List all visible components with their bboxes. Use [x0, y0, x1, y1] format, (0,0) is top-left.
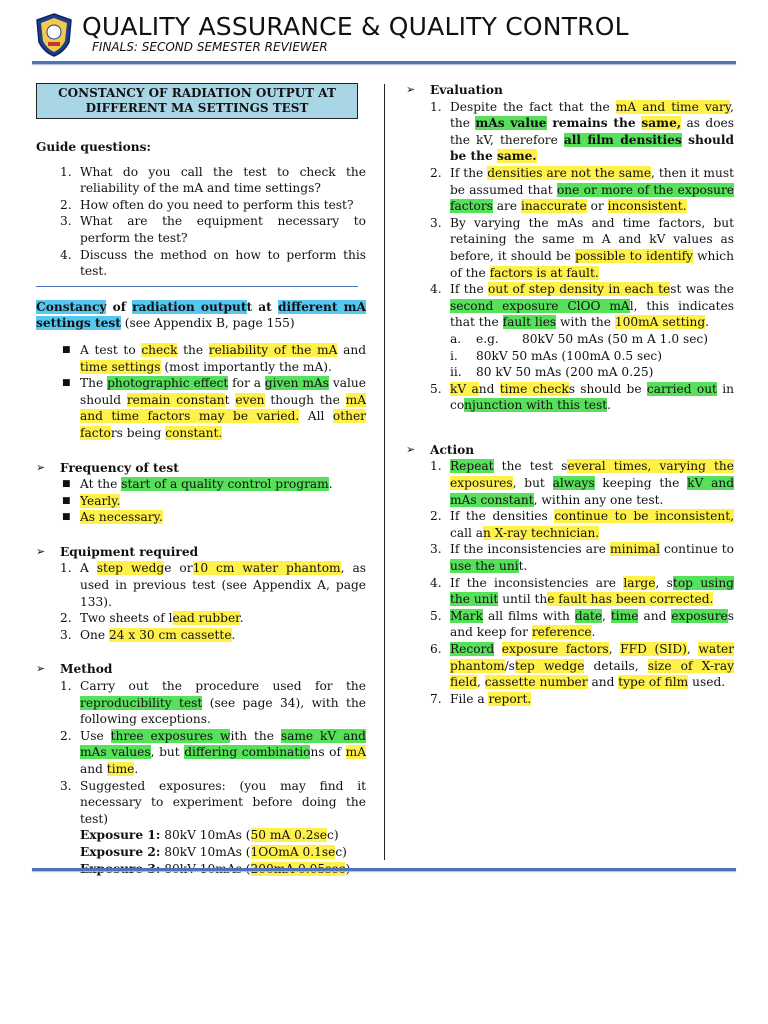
list-item: 7. File a report. [430, 691, 532, 706]
highlight: same, [641, 116, 682, 131]
heading-text: Equipment required [60, 544, 199, 559]
highlight: tep wedge [514, 658, 585, 673]
text: , as used in previous test (see Appendix A, page 133). [80, 561, 366, 609]
text: c) [327, 828, 339, 843]
document-title: QUALITY ASSURANCE & QUALITY CONTROL [82, 12, 629, 41]
intro-text: of [106, 299, 133, 314]
text: , but [512, 476, 553, 491]
test-title-line-2: DIFFERENT MA SETTINGS TEST [85, 101, 309, 115]
text: s should be [568, 381, 647, 396]
list-item: 4. If the out of step density in each test was the second exposure ClOO mAl, this indicates that the fault lies with the 100mA setting. [430, 282, 734, 330]
text: , then it must be assumed that [450, 165, 734, 197]
list-item: 4. Discuss the method on how to perform this test. [60, 247, 366, 279]
guide-q3: What are the equipment necessary to perform the test? [80, 214, 366, 245]
highlight: kV and mAs constant [450, 476, 734, 507]
highlight: same. [497, 149, 537, 164]
highlight: size of X-ray field [450, 658, 734, 690]
guide-questions [36, 164, 366, 280]
highlight: remain constan [126, 392, 225, 407]
text: (most importantly the mA). [160, 359, 332, 374]
text: st was the [670, 282, 734, 297]
exposure-row [80, 844, 366, 861]
section-divider [36, 286, 358, 287]
text: At the [80, 477, 122, 492]
left-column [36, 82, 366, 877]
text: Two sheets of l [80, 611, 173, 626]
highlight: 24 x 30 cm cassette [108, 627, 232, 642]
text: should be the [450, 132, 734, 164]
text: , [686, 642, 699, 656]
text: By varying the mAs and time factors, but retaining the same m A and kV values as before, it should be [450, 215, 734, 263]
text: ith the [230, 728, 281, 743]
highlight: n X-ray technician. [483, 525, 600, 540]
highlight: Repeat [450, 459, 494, 474]
intro-text: t at [246, 299, 278, 314]
list-item [406, 331, 734, 348]
highlight: three exposures w [110, 728, 231, 743]
list-item: 3. One 24 x 30 cm cassette. [60, 627, 236, 642]
right-column [406, 82, 734, 707]
highlight: step wedg [96, 561, 165, 576]
highlight: time [610, 608, 639, 623]
text: Use [80, 728, 111, 743]
text: and [337, 342, 366, 357]
frequency-heading: ➢ Frequency of test [36, 460, 179, 475]
highlight: report. [488, 691, 532, 706]
text: and [587, 675, 619, 690]
text: value should [80, 376, 366, 407]
list-item: 1. A step wedge or10 cm water phantom, as used in previous test (see Appendix A, page 133). [60, 561, 366, 609]
exposure-row [80, 827, 366, 844]
highlight: even [235, 392, 265, 407]
text: c) [335, 844, 347, 859]
text: , s [655, 575, 673, 590]
guide-q2: How often do you need to perform this test? [80, 197, 354, 212]
highlight: use the uni [450, 559, 519, 574]
marker: ii. [450, 365, 462, 380]
text: , [608, 642, 621, 656]
equipment-list [36, 560, 366, 643]
highlight: ead rubber [172, 611, 240, 626]
highlight: all film densities [563, 132, 682, 147]
highlight: photographic effect [107, 376, 229, 391]
list-item: 2. Two sheets of lead rubber. [60, 611, 244, 626]
text: If the inconsistencies are [450, 542, 611, 557]
term-constancy: Constancy [36, 299, 107, 314]
guide-heading: Guide questions: [36, 140, 152, 154]
list-item: 1. Despite the fact that the mA and time vary, the mAs value remains the same, as does the kV, therefore all film densities should be the same. [430, 99, 734, 164]
heading-text: Frequency of test [60, 460, 179, 475]
marker: a. [450, 331, 462, 346]
action-heading: ➢ Action [406, 442, 475, 457]
highlight: 50 mA 0.2se [250, 828, 327, 843]
highlight: constant. [165, 425, 223, 440]
equipment-heading: ➢ Equipment required [36, 544, 199, 559]
text: , [477, 675, 485, 690]
text: If the inconsistencies are [450, 575, 624, 590]
highlight: inaccurate [520, 199, 587, 214]
text: , the [450, 99, 734, 131]
highlight: kV a [450, 381, 479, 396]
text: 80 kV 50 mAs (200 mA 0.25) [476, 365, 654, 380]
highlight: possible to identify [575, 248, 693, 263]
text: with the [556, 315, 615, 330]
term-ma-settings-test: different mA settings test [36, 299, 367, 331]
highlight: mA and time vary [615, 99, 731, 114]
highlight: densities are not the same [487, 165, 652, 180]
highlight: water phantom [450, 642, 735, 673]
text: and [80, 762, 107, 776]
text: though the [264, 392, 346, 407]
heading-text: Method [60, 662, 113, 677]
highlight: Mark [450, 608, 483, 623]
list-item: 3. Suggested exposures: (you may find it necessary to experiment before doing the test) [60, 778, 366, 826]
text: Despite the fact that the [450, 99, 616, 114]
highlight: everal times, [567, 459, 660, 474]
highlight: start of a quality control program [121, 477, 329, 492]
test-title-box [36, 83, 358, 119]
text: (see page 34), with the following exceptions. [80, 695, 367, 727]
highlight: out of step density in each te [488, 282, 671, 297]
highlight: 100mA setting [614, 315, 706, 330]
list-item: ■ A test to check the reliability of the mA and time settings (most importantly the mA). [62, 342, 366, 374]
text: as does the kV, therefore [450, 116, 734, 147]
text: details, [584, 658, 648, 673]
text: until th [498, 592, 548, 607]
highlight: reproducibility test [80, 695, 203, 710]
text: . [239, 611, 244, 626]
text: rs being [110, 425, 166, 440]
text: remains the [546, 116, 642, 131]
highlight: mA and time factors may be varied. [80, 392, 366, 424]
exposure-label: Exposure 1: [80, 828, 161, 843]
highlight: 10 cm water phantom [192, 561, 341, 576]
list-item [406, 364, 734, 381]
text: If the [450, 165, 488, 180]
list-item: ■ The photographic effect for a given mAs value should remain constant even though the mA and time factors may be varied. All other factors being constant. [62, 376, 366, 440]
text: . [705, 315, 710, 330]
text: , but [150, 745, 185, 760]
highlight: varying the exposures [450, 459, 734, 491]
text: which of the [450, 248, 734, 280]
text: , within any one test. [533, 492, 664, 507]
text: Carry out the procedure used for the [80, 679, 366, 694]
text: If the densities [450, 509, 555, 524]
highlight: inconsistent. [607, 199, 687, 214]
heading-text: Evaluation [430, 83, 503, 97]
text: 80kV 10mAs ( [160, 828, 251, 843]
evaluation-examples [406, 331, 734, 381]
list-item: 2. If the densities continue to be inconsistent, call an X-ray technician. [430, 509, 734, 540]
text: Suggested exposures: (you may find it necessary to experiment before doing the test) [80, 778, 366, 826]
text: are [492, 199, 521, 214]
highlight: same kV and mAs values [80, 728, 366, 760]
highlight: Yearly. [80, 493, 121, 508]
highlight: Record [450, 642, 495, 656]
list-item: 2. Use three exposures with the same kV and mAs values, but differing combinations of mA and time. [60, 728, 366, 776]
exposure-label: Exposure 2: [80, 844, 161, 859]
highlight: exposure [671, 608, 728, 623]
highlight: reliability of the mA [208, 342, 338, 357]
list-item: 5. kV and time checks should be carried out in conjunction with this test. [430, 381, 734, 413]
list-item: ■ At the start of a quality control program. [62, 477, 333, 492]
text: ns of [310, 745, 346, 760]
highlight: reference [531, 625, 592, 640]
list-item: 6. Record exposure factors, FFD (SID), water phantom/step wedge details, size of X-ray field, cassette number and type of film used. [430, 642, 735, 690]
school-seal-logo [34, 12, 74, 58]
highlight: type of film [618, 675, 689, 690]
definition-bullets [36, 342, 366, 442]
highlight: fault lies [502, 315, 557, 330]
guide-q1: What do you call the test to check the reliability of the mA and time settings? [80, 164, 366, 196]
highlight: mA [345, 745, 366, 760]
test-title-line-1: CONSTANCY OF RADIATION OUTPUT AT [58, 86, 336, 100]
text: all films [482, 608, 538, 623]
highlight: carried out [646, 381, 717, 396]
text: All [299, 409, 333, 424]
intro-paragraph [36, 299, 366, 332]
highlight: second exposure ClOO mA [450, 298, 630, 313]
list-item: 3. What are the equipment necessary to perform the test? [60, 214, 366, 245]
text: File a [450, 691, 489, 706]
text: nd [478, 381, 500, 396]
evaluation-list [406, 99, 734, 331]
list-item: 1. Repeat the test several times, varying the exposures, but always keeping the kV and mAs constant, within any one test. [430, 459, 734, 507]
text: . [591, 625, 596, 640]
action-list [406, 458, 734, 707]
list-item: 1. Carry out the procedure used for the reproducibility test (see page 34), with the following exceptions. [60, 679, 367, 727]
method-heading: ➢ Method [36, 662, 113, 677]
list-item: 3. If the inconsistencies are minimal continue to use the unit. [430, 542, 735, 574]
text: e.g. 80kV 50 mAs (50 m A 1.0 sec) [476, 331, 708, 346]
text: or [586, 199, 608, 214]
text: . [607, 398, 612, 413]
highlight: time [106, 762, 135, 776]
highlight: given mAs [264, 376, 329, 391]
method-list [36, 678, 366, 827]
highlight: date [574, 608, 603, 623]
list-item: 2. If the densities are not the same, then it must be assumed that one or more of the exposure factors are inaccurate or inconsistent. [430, 165, 734, 214]
term-radiation-output: radiation output [132, 299, 247, 314]
text: , [602, 608, 611, 623]
list-item: 3. By varying the mAs and time factors, but retaining the same m A and kV values as before, it should be possible to identify which of the factors is at fault. [430, 215, 734, 280]
highlight: time check [499, 381, 569, 396]
text: If the [450, 282, 489, 297]
text: s a [450, 608, 734, 640]
highlight: FFD (SID) [620, 642, 687, 656]
list-item: 4. If the inconsistencies are large, stop using the unit until the fault has been corrected. [430, 575, 734, 607]
text: . [328, 477, 333, 492]
text: the test s [493, 459, 568, 474]
text: . [134, 762, 139, 776]
text [494, 642, 502, 656]
text: keeping the [594, 476, 688, 491]
text: e or [164, 561, 193, 576]
highlight: one or more of the exposure factors [450, 182, 734, 214]
text: 80kV 50 mAs (100mA 0.5 sec) [476, 348, 662, 363]
text: /s [504, 658, 515, 673]
highlight: e fault has been corrected. [547, 592, 714, 607]
highlight: top using the unit [450, 575, 734, 607]
heading-text: Action [430, 442, 475, 457]
text: and [638, 608, 672, 623]
list-item [406, 348, 734, 365]
document-subtitle: FINALS: SECOND SEMESTER REVIEWER [92, 40, 328, 54]
list-item: ■ Yearly. [62, 493, 121, 508]
highlight: other facto [80, 409, 366, 440]
highlight: check [141, 342, 178, 357]
text: t [224, 392, 236, 407]
text: nd keep for [457, 625, 532, 640]
highlight: time settings [80, 359, 161, 374]
frequency-list [36, 476, 366, 526]
list-item: ■ As necessary. [62, 510, 163, 525]
highlight: As necessary. [80, 510, 163, 525]
text: A test to [80, 342, 142, 357]
highlight: differing combinatio [184, 745, 311, 760]
highlight: 1OOmA 0.1se [250, 844, 336, 859]
intro-text: (see Appendix B, page 155) [120, 316, 295, 331]
column-divider [384, 84, 385, 860]
text: . [231, 627, 236, 642]
header-divider [32, 61, 736, 64]
text: used. [688, 675, 726, 690]
highlight: minimal [610, 542, 660, 557]
text: One [80, 627, 109, 642]
marker: i. [450, 348, 458, 363]
text: l, this indicates that the [450, 298, 734, 330]
list-item: 1. What do you call the test to check the reliability of the mA and time settings? [60, 164, 366, 196]
text: A [80, 561, 97, 576]
evaluation-heading: ➢ Evaluation [406, 83, 503, 97]
text: the [177, 342, 209, 357]
highlight: always [552, 476, 595, 491]
highlight: njunction with this test [464, 398, 608, 413]
list-item: 5. Mark all films with date, time and exposures and keep for reference. [430, 608, 734, 640]
highlight: mAs value [475, 116, 547, 131]
footer-divider [32, 868, 736, 871]
text: with [537, 608, 575, 623]
text: t. [518, 559, 528, 574]
text: in co [450, 381, 734, 413]
highlight: large [623, 575, 656, 590]
guide-q4: Discuss the method on how to perform this test. [80, 247, 366, 279]
highlight: factors is at fault. [489, 265, 599, 280]
text: The [80, 376, 108, 391]
evaluation-list-cont [406, 381, 734, 414]
text: for a [228, 376, 265, 391]
list-item: 2. How often do you need to perform this test? [60, 197, 354, 212]
highlight: continue to be inconsistent, [554, 509, 734, 524]
text: call a [450, 525, 484, 540]
text: 80kV 10mAs ( [160, 844, 251, 859]
highlight: cassette number [484, 675, 588, 690]
highlight: exposure factors [501, 642, 609, 656]
text: continue to [659, 542, 735, 557]
